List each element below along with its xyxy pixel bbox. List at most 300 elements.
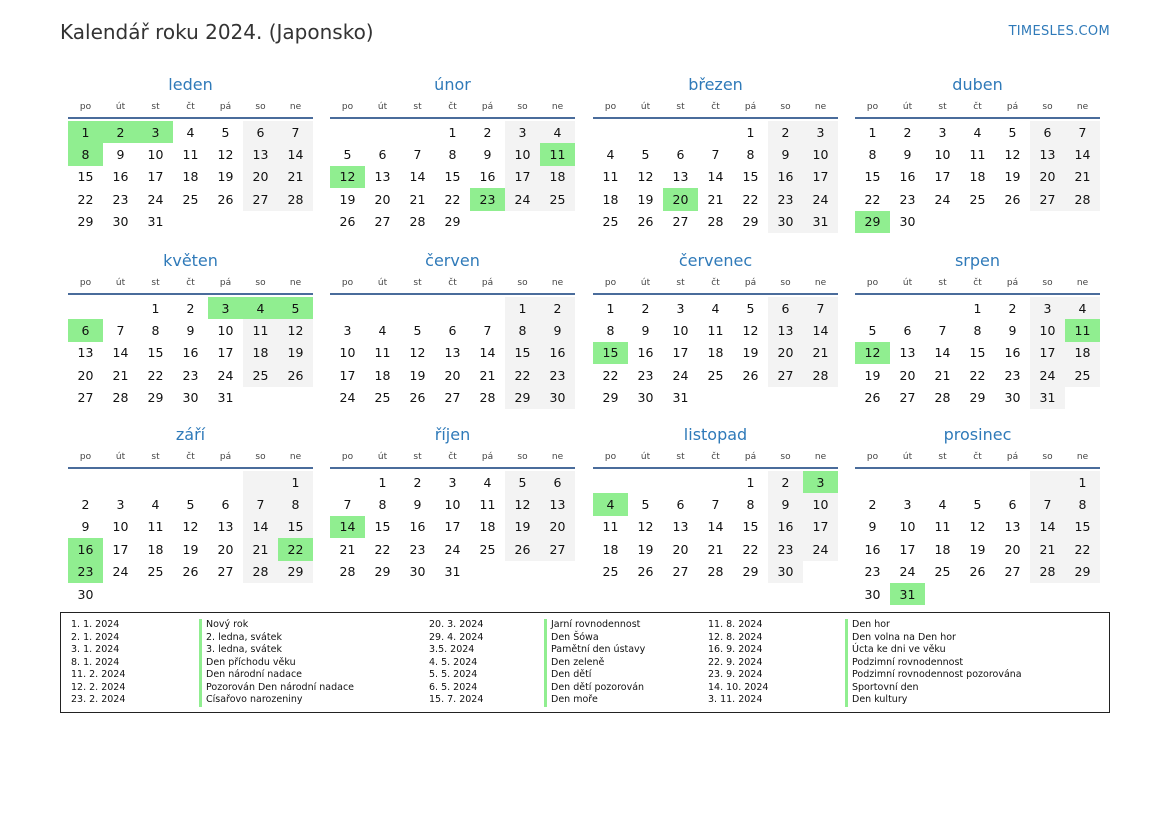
weekday-header (593, 98, 838, 115)
holiday-name: Den kultury (845, 694, 1022, 707)
weekday-label: út (902, 277, 913, 288)
day-cell: 17 (934, 169, 951, 185)
month-5 (68, 248, 313, 409)
day-cell: 6 (676, 147, 685, 163)
day-cell: 16 (864, 541, 881, 557)
holiday-name: Den národní nadace (199, 669, 354, 682)
empty-cell (208, 211, 243, 233)
month-name: srpen (954, 251, 1001, 270)
weekday-header (68, 98, 313, 115)
day-cell: 14 (112, 345, 129, 361)
holiday-date: 14. 10. 2024 (708, 681, 769, 693)
day-cell: 12 (1004, 147, 1021, 163)
day-cell: 14 (1030, 516, 1065, 538)
day-cell: 29 (147, 390, 164, 406)
day-cell: 11 (182, 147, 199, 163)
day-cell: 24 (339, 390, 356, 406)
day-cell: 3 (1030, 297, 1065, 319)
day-cell: 15 (278, 516, 313, 538)
day-cell: 7 (413, 147, 422, 163)
empty-cell (278, 387, 313, 409)
day-cell: 16 (899, 169, 916, 185)
day-cell: 24 (444, 541, 461, 557)
weekday-label: st (938, 277, 947, 288)
weekday-label: čt (448, 101, 457, 112)
holiday-day: 6 (68, 319, 103, 341)
day-cell: 28 (803, 364, 838, 386)
month-name: březen (688, 75, 743, 94)
empty-cell (243, 387, 278, 409)
day-cell: 11 (479, 497, 496, 513)
day-cell: 23 (768, 188, 803, 210)
day-cell: 9 (116, 147, 125, 163)
day-cell: 21 (339, 541, 356, 557)
day-cell: 16 (540, 342, 575, 364)
holiday-date: 8. 1. 2024 (71, 656, 120, 668)
empty-cell (138, 471, 173, 493)
day-cell: 29 (374, 564, 391, 580)
empty-cell (960, 583, 995, 605)
day-cell: 27 (1030, 188, 1065, 210)
weekday-header (855, 448, 1100, 465)
day-cell: 20 (77, 367, 94, 383)
day-grid (855, 121, 1100, 233)
holiday-date: 23. 9. 2024 (708, 669, 763, 680)
holiday-name: 2. ledna, svátek (199, 632, 354, 645)
day-cell: 4 (973, 124, 982, 140)
weekday-header (330, 448, 575, 465)
day-cell: 4 (1065, 297, 1100, 319)
day-cell: 9 (413, 497, 422, 513)
day-cell: 22 (602, 367, 619, 383)
day-cell: 26 (217, 191, 234, 207)
legend-dates-1 (71, 619, 125, 707)
empty-cell (400, 121, 435, 143)
weekday-label: pá (481, 451, 494, 462)
day-cell: 14 (409, 169, 426, 185)
day-cell: 17 (217, 345, 234, 361)
day-cell: 17 (339, 367, 356, 383)
day-cell: 21 (1065, 166, 1100, 188)
day-cell: 1 (505, 297, 540, 319)
day-cell: 27 (768, 364, 803, 386)
day-cell: 21 (707, 541, 724, 557)
holiday-name: Nový rok (199, 619, 354, 632)
day-cell: 24 (899, 564, 916, 580)
day-cell: 4 (151, 497, 160, 513)
day-cell: 11 (243, 319, 278, 341)
day-cell: 23 (768, 538, 803, 560)
day-cell: 29 (278, 561, 313, 583)
weekday-label: pá (1006, 277, 1019, 288)
holiday-name: Den volna na Den hor (845, 632, 1022, 645)
day-cell: 17 (672, 345, 689, 361)
holiday-day: 1 (68, 121, 103, 143)
day-cell: 30 (768, 211, 803, 233)
holiday-day: 8 (68, 143, 103, 165)
day-cell: 24 (803, 188, 838, 210)
holiday-name: Podzimní rovnodennost pozorována (845, 669, 1022, 682)
weekday-label: st (938, 451, 947, 462)
weekday-label: st (413, 101, 422, 112)
day-grid (855, 471, 1100, 605)
day-cell: 10 (1030, 319, 1065, 341)
day-cell: 14 (707, 169, 724, 185)
day-cell: 15 (444, 169, 461, 185)
day-cell: 10 (217, 323, 234, 339)
holiday-name: Úcta ke dni ve věku (845, 644, 1022, 657)
day-cell: 19 (1004, 169, 1021, 185)
weekday-separator (330, 117, 575, 119)
day-cell: 14 (1065, 143, 1100, 165)
day-cell: 10 (803, 143, 838, 165)
day-cell: 1 (973, 300, 982, 316)
day-cell: 12 (637, 519, 654, 535)
legend-dates-2 (429, 619, 483, 707)
weekday-label: ne (814, 451, 827, 462)
weekday-label: so (517, 277, 528, 288)
day-grid (593, 471, 838, 583)
day-cell: 13 (217, 519, 234, 535)
month-12 (855, 422, 1100, 605)
day-cell: 16 (768, 516, 803, 538)
day-cell: 26 (864, 390, 881, 406)
day-cell: 15 (505, 342, 540, 364)
weekday-separator (330, 293, 575, 295)
day-cell: 24 (147, 191, 164, 207)
day-cell: 11 (602, 519, 619, 535)
holiday-name: Den moře (544, 694, 645, 707)
day-grid (593, 297, 838, 409)
weekday-label: čt (973, 277, 982, 288)
day-cell: 27 (217, 564, 234, 580)
weekday-label: st (151, 277, 160, 288)
holiday-date: 2. 1. 2024 (71, 631, 120, 643)
day-cell: 12 (505, 493, 540, 515)
day-cell: 13 (77, 345, 94, 361)
empty-cell (1065, 387, 1100, 409)
weekday-separator (593, 117, 838, 119)
day-cell: 25 (147, 564, 164, 580)
day-cell: 6 (221, 497, 230, 513)
weekday-label: st (151, 451, 160, 462)
page-title: Kalendář roku 2024. (Japonsko) (60, 20, 374, 44)
holiday-date: 6. 5. 2024 (429, 681, 478, 693)
empty-cell (628, 121, 663, 143)
holiday-date: 3. 1. 2024 (71, 644, 120, 655)
day-cell: 7 (116, 323, 125, 339)
empty-cell (505, 561, 540, 583)
day-cell: 30 (182, 390, 199, 406)
day-cell: 25 (1065, 364, 1100, 386)
weekday-label: ne (551, 451, 564, 462)
holiday-day: 31 (890, 583, 925, 605)
holiday-date: 29. 4. 2024 (429, 631, 484, 643)
holiday-date: 20. 3. 2024 (429, 619, 484, 630)
month-name: listopad (683, 425, 748, 444)
holiday-name: Den Šówa (544, 632, 645, 645)
weekday-label: ne (1076, 277, 1089, 288)
day-cell: 16 (182, 345, 199, 361)
weekday-label: st (676, 277, 685, 288)
day-cell: 7 (1065, 121, 1100, 143)
weekday-label: so (1042, 277, 1053, 288)
day-cell: 25 (540, 188, 575, 210)
holiday-date: 15. 7. 2024 (429, 694, 484, 705)
month-8 (855, 248, 1100, 409)
weekday-label: po (79, 277, 92, 288)
holiday-name: Den dětí pozorován (544, 682, 645, 695)
empty-cell (173, 583, 208, 605)
day-cell: 24 (672, 367, 689, 383)
day-cell: 8 (1065, 493, 1100, 515)
day-cell: 8 (746, 147, 755, 163)
day-cell: 10 (803, 493, 838, 515)
day-cell: 27 (1004, 564, 1021, 580)
empty-cell (208, 471, 243, 493)
holiday-name: Jarní rovnodennost (544, 619, 645, 632)
holiday-name: 3. ledna, svátek (199, 644, 354, 657)
day-cell: 20 (540, 516, 575, 538)
day-cell: 3 (448, 474, 457, 490)
empty-cell (68, 297, 103, 319)
empty-cell (1030, 471, 1065, 493)
day-cell: 23 (540, 364, 575, 386)
holiday-date: 12. 2. 2024 (71, 681, 126, 693)
day-cell: 19 (637, 191, 654, 207)
day-cell: 16 (409, 519, 426, 535)
day-cell: 4 (186, 124, 195, 140)
day-cell: 4 (483, 474, 492, 490)
weekday-label: po (604, 277, 617, 288)
day-cell: 19 (505, 516, 540, 538)
day-cell: 2 (868, 497, 877, 513)
day-cell: 7 (711, 147, 720, 163)
weekday-label: ne (289, 451, 302, 462)
day-cell: 31 (217, 390, 234, 406)
month-7 (593, 248, 838, 409)
weekday-label: so (1042, 101, 1053, 112)
holiday-date: 22. 9. 2024 (708, 656, 763, 668)
day-grid (68, 297, 313, 409)
weekday-label: út (640, 277, 651, 288)
day-cell: 10 (112, 519, 129, 535)
day-cell: 9 (81, 519, 90, 535)
day-cell: 15 (969, 345, 986, 361)
day-cell: 9 (868, 519, 877, 535)
day-grid (593, 121, 838, 233)
weekday-label: po (79, 451, 92, 462)
weekday-label: čt (711, 451, 720, 462)
month-name: prosinec (943, 425, 1012, 444)
day-cell: 20 (243, 166, 278, 188)
day-cell: 2 (768, 121, 803, 143)
day-cell: 20 (1004, 541, 1021, 557)
weekday-label: út (115, 101, 126, 112)
day-cell: 19 (409, 367, 426, 383)
weekday-label: pá (744, 451, 757, 462)
day-cell: 6 (676, 497, 685, 513)
day-cell: 30 (409, 564, 426, 580)
month-2 (330, 72, 575, 233)
weekday-label: pá (744, 277, 757, 288)
holiday-day: 16 (68, 538, 103, 560)
day-cell: 31 (444, 564, 461, 580)
day-cell: 1 (448, 124, 457, 140)
day-cell: 6 (448, 323, 457, 339)
holiday-date: 1. 1. 2024 (71, 619, 120, 630)
holiday-date: 11. 2. 2024 (71, 669, 126, 680)
day-cell: 28 (409, 214, 426, 230)
empty-cell (435, 297, 470, 319)
weekday-label: so (780, 277, 791, 288)
day-cell: 26 (409, 390, 426, 406)
holiday-name: Pozorován Den národní nadace (199, 682, 354, 695)
day-cell: 22 (742, 191, 759, 207)
day-cell: 17 (803, 166, 838, 188)
weekday-label: út (377, 277, 388, 288)
day-cell: 3 (903, 497, 912, 513)
empty-cell (1065, 583, 1100, 605)
weekday-label: po (604, 101, 617, 112)
day-cell: 26 (182, 564, 199, 580)
day-cell: 18 (147, 541, 164, 557)
day-cell: 23 (899, 191, 916, 207)
day-cell: 27 (444, 390, 461, 406)
day-cell: 6 (903, 323, 912, 339)
day-cell: 5 (641, 147, 650, 163)
weekday-label: pá (219, 451, 232, 462)
day-cell: 29 (742, 564, 759, 580)
day-cell: 22 (77, 191, 94, 207)
day-cell: 12 (742, 323, 759, 339)
empty-cell (68, 471, 103, 493)
month-name: říjen (434, 425, 471, 444)
empty-cell (103, 297, 138, 319)
day-cell: 13 (1030, 143, 1065, 165)
empty-cell (470, 561, 505, 583)
empty-cell (103, 583, 138, 605)
weekday-label: ne (289, 101, 302, 112)
weekday-separator (330, 467, 575, 469)
holiday-name: Den zeleně (544, 657, 645, 670)
weekday-label: út (115, 451, 126, 462)
day-cell: 4 (606, 147, 615, 163)
day-cell: 8 (278, 493, 313, 515)
day-cell: 28 (1065, 188, 1100, 210)
day-cell: 22 (864, 191, 881, 207)
weekday-label: po (79, 101, 92, 112)
day-cell: 19 (637, 541, 654, 557)
day-cell: 25 (969, 191, 986, 207)
empty-cell (890, 297, 925, 319)
day-cell: 5 (1008, 124, 1017, 140)
holiday-date: 16. 9. 2024 (708, 644, 763, 655)
day-cell: 3 (676, 300, 685, 316)
day-cell: 30 (77, 586, 94, 602)
day-cell: 28 (707, 214, 724, 230)
day-cell: 10 (339, 345, 356, 361)
day-cell: 23 (409, 541, 426, 557)
holiday-day: 11 (540, 143, 575, 165)
day-cell: 7 (1030, 493, 1065, 515)
day-cell: 9 (186, 323, 195, 339)
day-cell: 25 (479, 541, 496, 557)
day-cell: 13 (374, 169, 391, 185)
holiday-day: 29 (855, 211, 890, 233)
day-cell: 26 (505, 538, 540, 560)
weekday-label: po (866, 101, 879, 112)
day-cell: 28 (339, 564, 356, 580)
day-cell: 30 (864, 586, 881, 602)
day-cell: 29 (444, 214, 461, 230)
empty-cell (995, 583, 1030, 605)
day-cell: 28 (112, 390, 129, 406)
day-cell: 31 (147, 214, 164, 230)
day-cell: 14 (803, 319, 838, 341)
day-cell: 25 (707, 367, 724, 383)
holiday-name: Den hor (845, 619, 1022, 632)
day-cell: 22 (969, 367, 986, 383)
weekday-label: so (780, 101, 791, 112)
holiday-day: 20 (663, 188, 698, 210)
day-cell: 31 (803, 211, 838, 233)
day-cell: 2 (483, 124, 492, 140)
day-cell: 18 (374, 367, 391, 383)
empty-cell (1065, 211, 1100, 233)
empty-cell (768, 387, 803, 409)
day-cell: 12 (278, 319, 313, 341)
holiday-day: 23 (68, 561, 103, 583)
month-11 (593, 422, 838, 583)
weekday-label: čt (973, 451, 982, 462)
day-cell: 27 (899, 390, 916, 406)
day-cell: 22 (444, 191, 461, 207)
brand-link[interactable]: TIMESLES.COM (1008, 24, 1110, 39)
empty-cell (243, 211, 278, 233)
day-cell: 5 (973, 497, 982, 513)
day-cell: 18 (602, 541, 619, 557)
empty-cell (698, 121, 733, 143)
day-cell: 8 (505, 319, 540, 341)
day-cell: 13 (1004, 519, 1021, 535)
holiday-day: 14 (330, 516, 365, 538)
day-cell: 2 (186, 300, 195, 316)
weekday-separator (68, 293, 313, 295)
day-cell: 6 (1008, 497, 1017, 513)
day-cell: 9 (903, 147, 912, 163)
day-cell: 26 (278, 364, 313, 386)
day-cell: 9 (768, 143, 803, 165)
day-cell: 14 (278, 143, 313, 165)
day-cell: 21 (112, 367, 129, 383)
holiday-day: 15 (593, 342, 628, 364)
day-cell: 10 (444, 497, 461, 513)
weekday-label: so (1042, 451, 1053, 462)
holiday-day: 2 (103, 121, 138, 143)
day-cell: 1 (606, 300, 615, 316)
weekday-label: st (676, 101, 685, 112)
day-cell: 25 (934, 564, 951, 580)
day-cell: 20 (672, 541, 689, 557)
weekday-header (68, 274, 313, 291)
weekday-label: út (640, 451, 651, 462)
day-cell: 11 (147, 519, 164, 535)
day-cell: 22 (742, 541, 759, 557)
weekday-label: čt (186, 101, 195, 112)
empty-cell (925, 211, 960, 233)
day-cell: 2 (81, 497, 90, 513)
